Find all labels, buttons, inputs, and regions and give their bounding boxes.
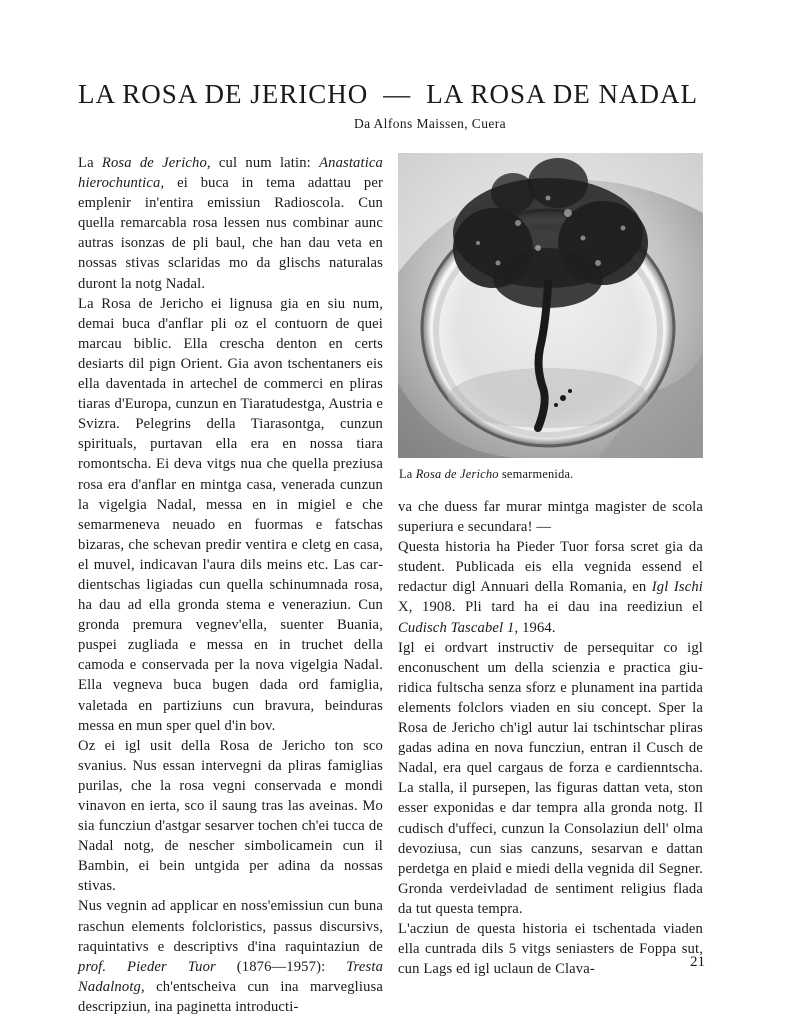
text-run: La bbox=[78, 155, 102, 171]
text-run: X, 1908. Pli tard ha ei dau ina reediziun el bbox=[398, 599, 703, 616]
caption-text: La bbox=[399, 467, 416, 481]
paragraph: La Rosa de Jericho ei lignusa gia en siu num, demai buca d'anflar pli oz el contuorn de quei marcau biblic. Ella crescha denton en certs desiarts dil pign Orient. Gia avon tschentaners eis ella daventada in artechel de commerci en pliras tiaras d'Europa, cunzun en Tiaratudestga, Austria e Svizra. Pelegrins della Tiarasontga, cunzun spirituals, purtavan ella era en nossa tiara romontscha. Ei deva vitgs nua che quella preziusa rosa era d'anflar en mintga casa, venerada cunzun la vigelgia Nadal, messa en in migiel e che semarmeneva neuado en fuormas e fatschas bizaras, che schevan predir ventira e cletg en casa, el muvel, indicavan l'aura dils meins etc. Las cardientschas ligiadas cun quella schinumnada rosa, ha dau ad ella gronda stema e veneraziun. Cun gronda premura vegnev'ella, suenter Buania, puspei zugliada e messa en in truchet della camoda e conservada per la nova vigelgia Nadal. Ella vegneva buca bugen dada ord famiglia, valetada en partiziuns cun bravura, beinduras messa en mun sper quel d'in bov. bbox=[78, 295, 383, 734]
paragraph: Igl ei ordvart instructiv de persequitar co igl enconuschent um della scienzia e practica giuridica fultscha senza sforz e plunament ina partida elements folclors viaden en siu concept. Sper la Rosa de Jericho ch'igl autur lai tschintschar pliras gadas adina en nova funcziun, entran il Cusch de Nadal, era quel cargaus de forza e cardienntscha. La stalla, il pursepen, las figuras dattan veta, ston esser exponidas e dar tempra alla gronda notg. Il cudisch d'uffeci, cunzun la Consolaziun dell' olma devoziusa, cun sias canzuns, sesarvan e dattan perdetga en plaid e miedi della vegnida dil Segner. Gronda verdeivladad de sentiment religius flada da tut questa tempra. bbox=[398, 639, 703, 917]
caption-text: semarmenida. bbox=[498, 467, 574, 481]
title-dash: — bbox=[383, 79, 412, 109]
paragraph bbox=[78, 896, 383, 1017]
article-title bbox=[78, 78, 698, 110]
text-run: Questa historia ha Pieder Tuor forsa scret gia da student. Publicada eis ella vegnida essend el redactur digl Annuari della Romania, en bbox=[398, 539, 703, 596]
italic-term: Tresta Nadalnotg, bbox=[78, 958, 384, 995]
paragraph: va che duess far murar mintga magister de scola superiura e secundara! — bbox=[398, 499, 703, 536]
paragraph: Oz ei igl usit della Rosa de Jericho ton sco svanius. Nus essan intervegni da pliras famiglias purilas, che la rosa vegni conservada e mondi vinavon en ierta, sco il saung tras las aveinas. Mo sia funcziun d'astgar sesarver tochen ch'ei tucca de Nadal notg, de nescher simbolicamein cun il Bambin, ei bein untgida per adina da nossas stivas. bbox=[78, 737, 383, 895]
text-run: ch'entscheiva cun ina marvegliusa descripziun, ina paginetta introducti- bbox=[78, 978, 383, 1015]
text-run: cul num latin: bbox=[210, 155, 320, 171]
italic-term: prof. Pieder Tuor bbox=[78, 958, 216, 975]
italic-term: Rosa de Jericho, bbox=[101, 155, 211, 171]
page-number: 21 bbox=[690, 954, 705, 970]
title-left: LA ROSA DE JERICHO bbox=[78, 79, 369, 109]
text-run: Nus vegnin ad applicar en noss'emissiun cun buna raschun elements folcloristics, passus discursivs, raquintativs e descriptivs d'ina raquintaziun de bbox=[78, 898, 383, 955]
text-run: (1876—1957): bbox=[215, 958, 347, 975]
paragraph bbox=[398, 537, 703, 637]
author-byline: Da Alfons Maissen, Cuera bbox=[353, 116, 507, 131]
italic-term: Anastatica hierochuntica, bbox=[78, 155, 383, 192]
photo-figure bbox=[398, 153, 703, 482]
photo-caption bbox=[398, 467, 703, 482]
italic-term: Igl Ischi bbox=[651, 579, 704, 596]
rose-of-jericho-photo bbox=[398, 153, 703, 458]
title-right: LA ROSA DE NADAL bbox=[426, 79, 698, 109]
text-run: ei buca in tema adattau per emplenir in'entira emissiun Radioscola. Cun quella remarcabla rosa lessen nus combinar aunc autras isonzas de pli baul, che han dau veta en nossas stivas sclaridas mo da glischs naturalas duront la notg Nadal. bbox=[78, 175, 383, 292]
italic-term: Cudisch Tascabel 1, bbox=[398, 619, 519, 636]
paragraph bbox=[78, 153, 383, 294]
text-run: 1964. bbox=[518, 619, 556, 636]
left-column bbox=[78, 153, 383, 1017]
caption-italic: Rosa de Jericho bbox=[415, 467, 499, 481]
paragraph: L'acziun de questa historia ei tschentada viaden ella cuntrada dils 5 vitgs seniasters de Foppa sut, cun Lags ed igl uclaun de Clava- bbox=[398, 920, 703, 978]
right-column bbox=[398, 497, 703, 979]
